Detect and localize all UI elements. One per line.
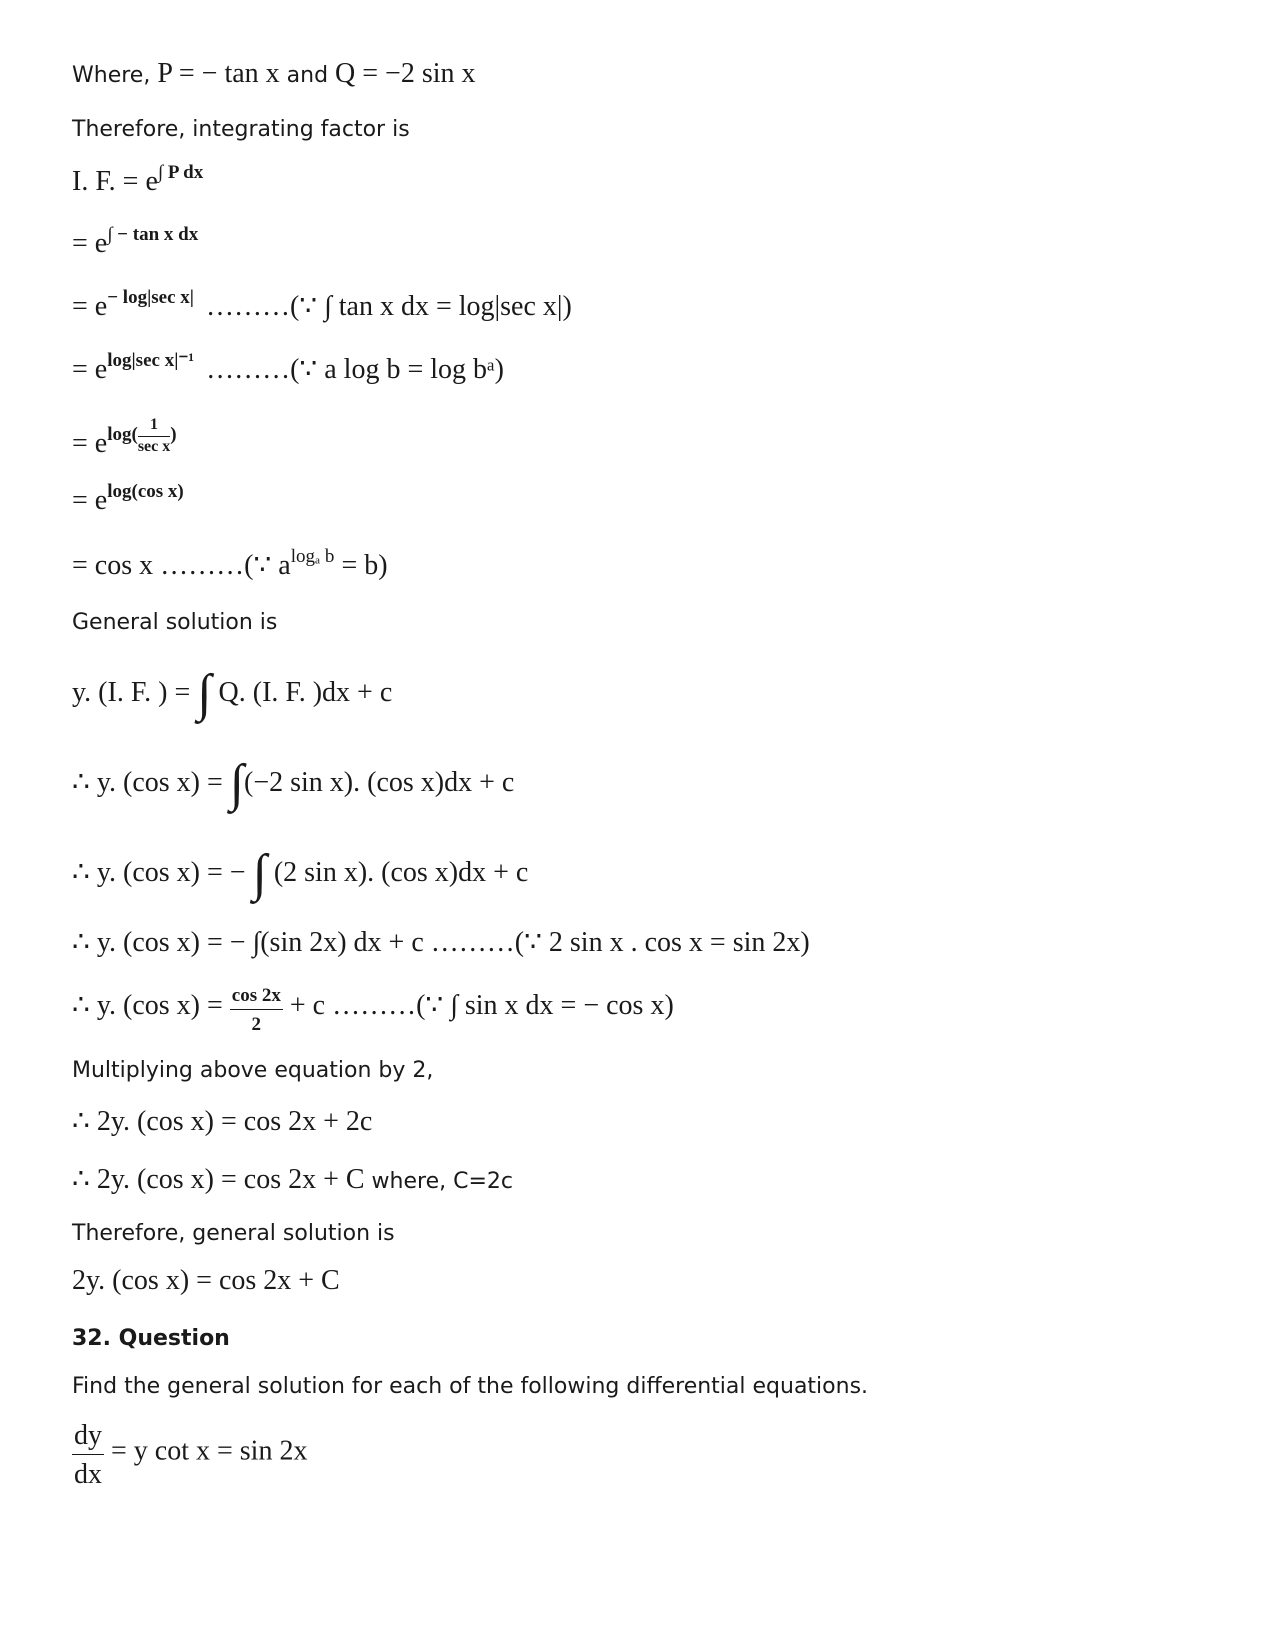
dy-numerator: dy <box>72 1420 104 1455</box>
q-definition: Q = −2 sin x <box>335 58 476 89</box>
if-step-1 <box>72 224 199 260</box>
sol1-rhs: (−2 sin x). (cos x)dx + c <box>244 767 515 798</box>
solution-step-4 <box>72 985 674 1036</box>
sol6-math: ∴ 2y. (cos x) = cos 2x + C <box>72 1164 365 1195</box>
sol4-note: ………(∵ ∫ sin x dx = − cos x) <box>332 990 674 1022</box>
if-result-lhs: = cos x <box>72 550 161 581</box>
if-step-4 <box>72 416 177 461</box>
integral-sign: ∫ <box>252 845 267 902</box>
sol3-note: ………(∵ 2 sin x . cos x = sin 2x) <box>430 927 810 958</box>
dy-dx-fraction <box>72 1420 104 1491</box>
sol4-rhs: + c <box>282 990 333 1022</box>
general-solution-intro: General solution is <box>72 610 278 635</box>
integral-sign: ∫ <box>197 665 212 722</box>
general-solution-formula <box>72 655 393 722</box>
step4-numerator: 1 <box>138 416 170 437</box>
sol4-numerator: cos 2x <box>230 985 283 1010</box>
solution-step-5: ∴ 2y. (cos x) = cos 2x + 2c <box>72 1106 373 1137</box>
if-result <box>72 548 388 582</box>
if-lhs: I. F. = e <box>72 166 158 197</box>
question-equation <box>72 1420 307 1491</box>
multiply-text: Multiplying above equation by 2, <box>72 1058 434 1083</box>
equation-rhs: = y cot x = sin 2x <box>104 1435 308 1467</box>
solution-step-3 <box>72 925 810 959</box>
sol2-lhs: ∴ y. (cos x) = − <box>72 857 253 888</box>
step4-fraction <box>138 416 170 457</box>
sol3-main: ∴ y. (cos x) = − ∫(sin 2x) dx + c <box>72 927 431 958</box>
if-step-2 <box>72 289 572 323</box>
step3-note: ………(∵ a log b = log bᵃ) <box>206 354 505 385</box>
step2-lhs: = e <box>72 291 108 322</box>
if-result-note-pre: ………(∵ a <box>160 550 291 581</box>
step3-exponent: log|sec x|⁻¹ <box>107 350 195 371</box>
sol4-fraction <box>230 985 283 1036</box>
sol1-lhs: ∴ y. (cos x) = <box>72 767 230 798</box>
solution-step-2 <box>72 835 529 902</box>
step4-lhs: = e <box>72 428 108 460</box>
integrating-factor-intro: Therefore, integrating factor is <box>72 117 410 142</box>
where-text: Where, <box>72 63 158 88</box>
dx-denominator: dx <box>74 1459 102 1491</box>
step5-exponent: log(cos x) <box>107 481 184 502</box>
final-solution: 2y. (cos x) = cos 2x + C <box>72 1265 340 1296</box>
step1-lhs: = e <box>72 228 108 259</box>
integral-sign: ∫ <box>229 755 245 812</box>
if-definition <box>72 162 204 198</box>
step5-lhs: = e <box>72 485 108 516</box>
sol4-denominator: 2 <box>251 1013 262 1035</box>
question-text: Find the general solution for each of the following differential equations. <box>72 1374 869 1399</box>
solution-step-6 <box>72 1162 513 1196</box>
step4-exponent-pre: log( <box>107 424 138 446</box>
p-definition: P = − tan x <box>157 58 280 89</box>
question-heading: 32. Question <box>72 1326 230 1351</box>
sol2-rhs: (2 sin x). (cos x)dx + c <box>266 857 529 888</box>
if-result-exponent: logₐ b <box>290 546 335 567</box>
and-text: and <box>279 63 336 88</box>
final-solution-intro: Therefore, general solution is <box>72 1221 395 1246</box>
step1-exponent: ∫ − tan x dx <box>107 224 199 245</box>
if-exponent: ∫ P dx <box>157 162 204 183</box>
line-where-p-q <box>72 58 476 90</box>
solution-step-1 <box>72 745 515 812</box>
if-step-5 <box>72 481 184 517</box>
sol6-text: where, C=2c <box>364 1169 513 1194</box>
sol4-lhs: ∴ y. (cos x) = <box>72 990 230 1022</box>
step2-exponent: − log|sec x| <box>107 287 194 308</box>
formula-lhs: y. (I. F. ) = <box>72 677 198 708</box>
step2-note: ………(∵ ∫ tan x dx = log|sec x|) <box>205 291 572 322</box>
step4-exponent-post: ) <box>170 424 177 446</box>
if-result-note-post: = b) <box>334 550 388 581</box>
if-step-3 <box>72 352 504 386</box>
step3-lhs: = e <box>72 354 108 385</box>
step4-denominator: sec x <box>137 438 171 456</box>
formula-rhs: Q. (I. F. )dx + c <box>211 677 393 708</box>
